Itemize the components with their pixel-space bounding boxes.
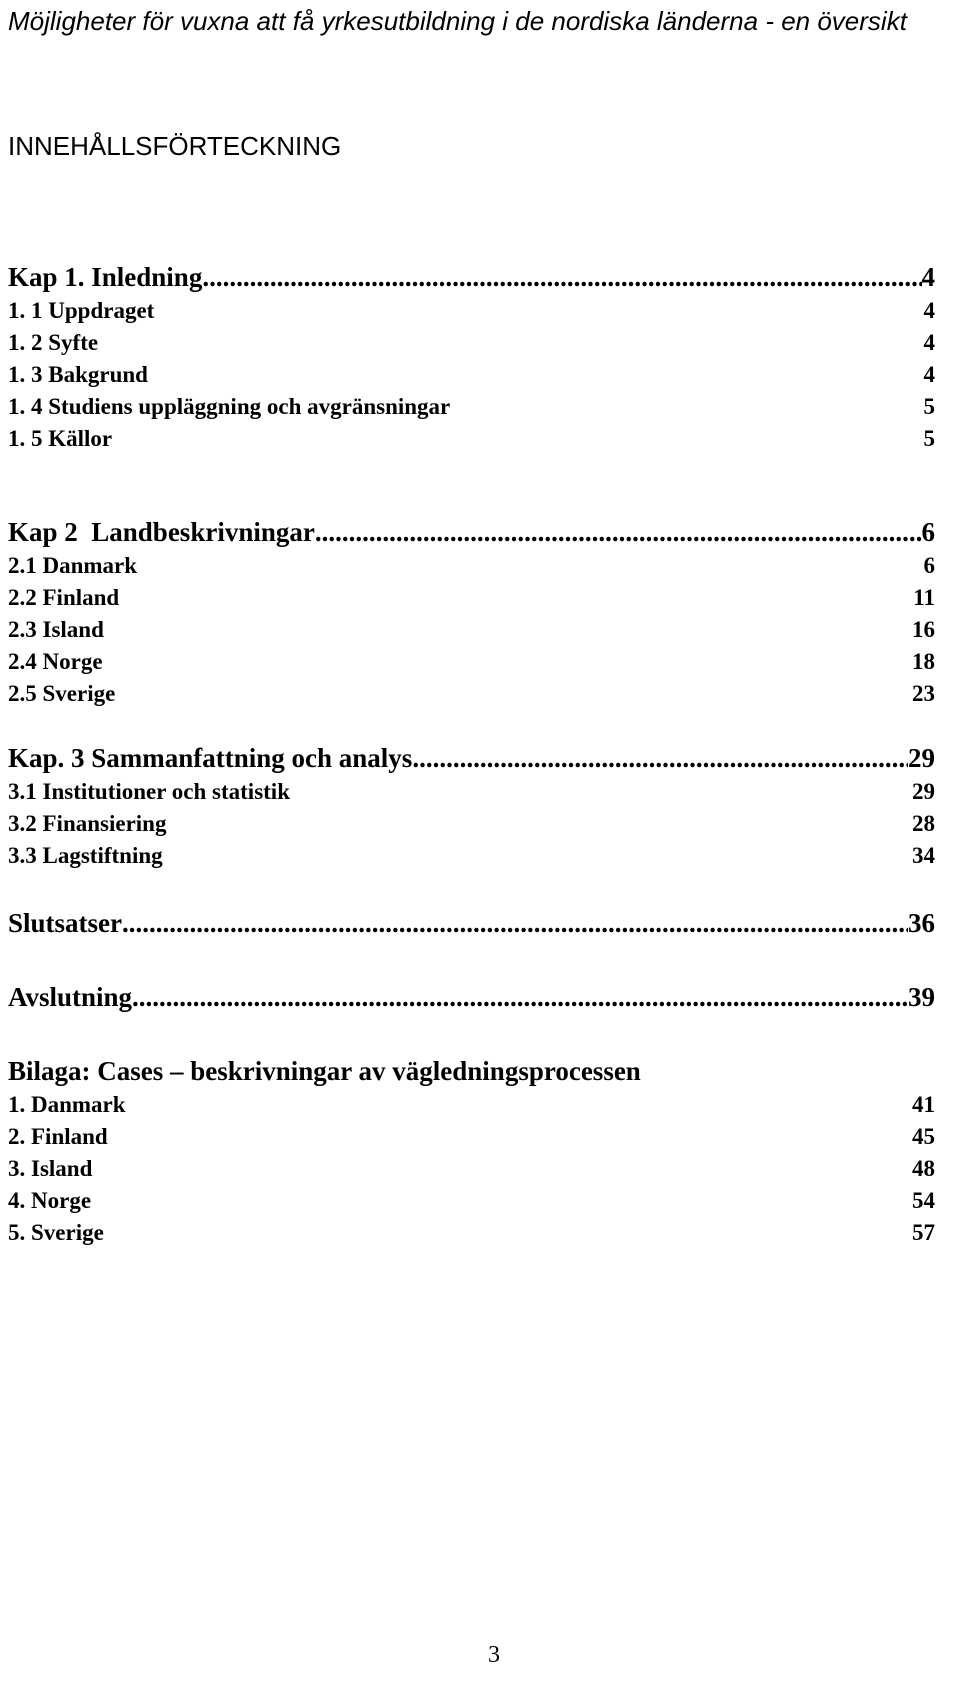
dot-leader [122, 905, 908, 941]
toc-entry-page: 5 [923, 394, 935, 419]
toc-entry-page: 39 [908, 982, 935, 1012]
document-title: Möjligheter för vuxna att få yrkesutbildning i de nordiska länderna - en översikt [8, 6, 907, 36]
toc-entry-label: 1. 5 Källor [8, 426, 113, 451]
toc-entry-label: Kap 2 Landbeskrivningar [8, 517, 315, 547]
toc-entry-label: 2.4 Norge [8, 649, 103, 674]
toc-chapter-entry[interactable] [8, 259, 935, 295]
toc-section-slutsatser [8, 905, 935, 941]
toc-entry-page: 29 [908, 743, 935, 773]
toc-entry-page: 41 [912, 1092, 935, 1117]
toc-chapter-entry[interactable] [8, 905, 935, 941]
toc-entry-label: 2.1 Danmark [8, 553, 138, 578]
toc-section-kap2 [8, 514, 935, 710]
toc-entry-label: Kap. 3 Sammanfattning och analys [8, 743, 413, 773]
toc-entry-label: 1. 2 Syfte [8, 330, 99, 355]
toc-entry[interactable] [8, 1217, 935, 1249]
dot-leader [412, 740, 908, 776]
toc-entry-label: 1. 1 Uppdraget [8, 298, 155, 323]
toc-entry-page: 18 [912, 649, 935, 674]
toc-entry[interactable] [8, 423, 935, 455]
toc-entry-page: 6 [921, 517, 935, 547]
toc-appendix-heading[interactable] [8, 1053, 935, 1089]
toc-entry[interactable] [8, 840, 935, 872]
toc-entry-page: 16 [912, 617, 935, 642]
toc-entry-page: 45 [912, 1124, 935, 1149]
toc-entry-page: 5 [923, 426, 935, 451]
toc-entry[interactable] [8, 1089, 935, 1121]
toc-entry-label: 1. Danmark [8, 1092, 126, 1117]
toc-entry[interactable] [8, 295, 935, 327]
toc-entry[interactable] [8, 678, 935, 710]
toc-entry-page: 4 [921, 262, 935, 292]
toc-entry-page: 6 [923, 553, 935, 578]
toc-entry-label: 3.3 Lagstiftning [8, 843, 163, 868]
toc-entry-page: 36 [908, 908, 935, 938]
toc-entry-page: 57 [912, 1220, 935, 1245]
toc-entry-label: Kap 1. Inledning [8, 262, 203, 292]
toc-section-avslutning [8, 979, 935, 1015]
dot-leader [202, 259, 921, 295]
toc-entry-label: Bilaga: Cases – beskrivningar av vägledningsprocessen [8, 1056, 641, 1086]
toc-entry[interactable] [8, 391, 935, 423]
toc-section-kap1 [8, 259, 935, 455]
toc-entry-page: 11 [913, 585, 935, 610]
toc-entry[interactable] [8, 1185, 935, 1217]
toc-entry-page: 4 [923, 330, 935, 355]
toc-entry-page: 54 [912, 1188, 935, 1213]
toc-entry[interactable] [8, 550, 935, 582]
toc-chapter-entry[interactable] [8, 979, 935, 1015]
toc-heading: INNEHÅLLSFÖRTECKNING [8, 131, 342, 161]
toc-entry[interactable] [8, 1153, 935, 1185]
toc-entry-label: 1. 3 Bakgrund [8, 362, 148, 387]
toc-chapter-entry[interactable] [8, 514, 935, 550]
toc-entry-label: Slutsatser [8, 908, 122, 938]
toc-entry-page: 4 [923, 298, 935, 323]
toc-entry-page: 34 [912, 843, 935, 868]
toc-entry-label: 2.3 Island [8, 617, 104, 642]
toc-entry-label: 3.2 Finansiering [8, 811, 167, 836]
toc-entry-label: 5. Sverige [8, 1220, 104, 1245]
toc-entry[interactable] [8, 808, 935, 840]
toc-entry-label: 2. Finland [8, 1124, 108, 1149]
toc-entry-page: 4 [923, 362, 935, 387]
toc-entry-label: 3.1 Institutioner och statistik [8, 779, 290, 804]
toc-entry-label: 2.2 Finland [8, 585, 120, 610]
toc-entry-label: 4. Norge [8, 1188, 92, 1213]
toc-entry-page: 48 [912, 1156, 935, 1181]
toc-entry-label: Avslutning [8, 982, 133, 1012]
toc-entry-page: 23 [912, 681, 935, 706]
dot-leader [132, 979, 908, 1015]
toc-entry[interactable] [8, 646, 935, 678]
toc-entry-label: 1. 4 Studiens uppläggning och avgränsningar [8, 394, 451, 419]
toc-entry[interactable] [8, 327, 935, 359]
toc-entry-page: 28 [912, 811, 935, 836]
toc-entry[interactable] [8, 776, 935, 808]
toc-entry[interactable] [8, 359, 935, 391]
toc-section-kap3 [8, 740, 935, 872]
toc-section-bilaga [8, 1053, 935, 1249]
toc-entry[interactable] [8, 614, 935, 646]
toc-entry-page: 29 [912, 779, 935, 804]
toc-entry-label: 3. Island [8, 1156, 93, 1181]
toc-entry[interactable] [8, 1121, 935, 1153]
toc-entry[interactable] [8, 582, 935, 614]
dot-leader [315, 514, 922, 550]
page-number: 3 [488, 1642, 500, 1668]
toc-chapter-entry[interactable] [8, 740, 935, 776]
toc-entry-label: 2.5 Sverige [8, 681, 116, 706]
